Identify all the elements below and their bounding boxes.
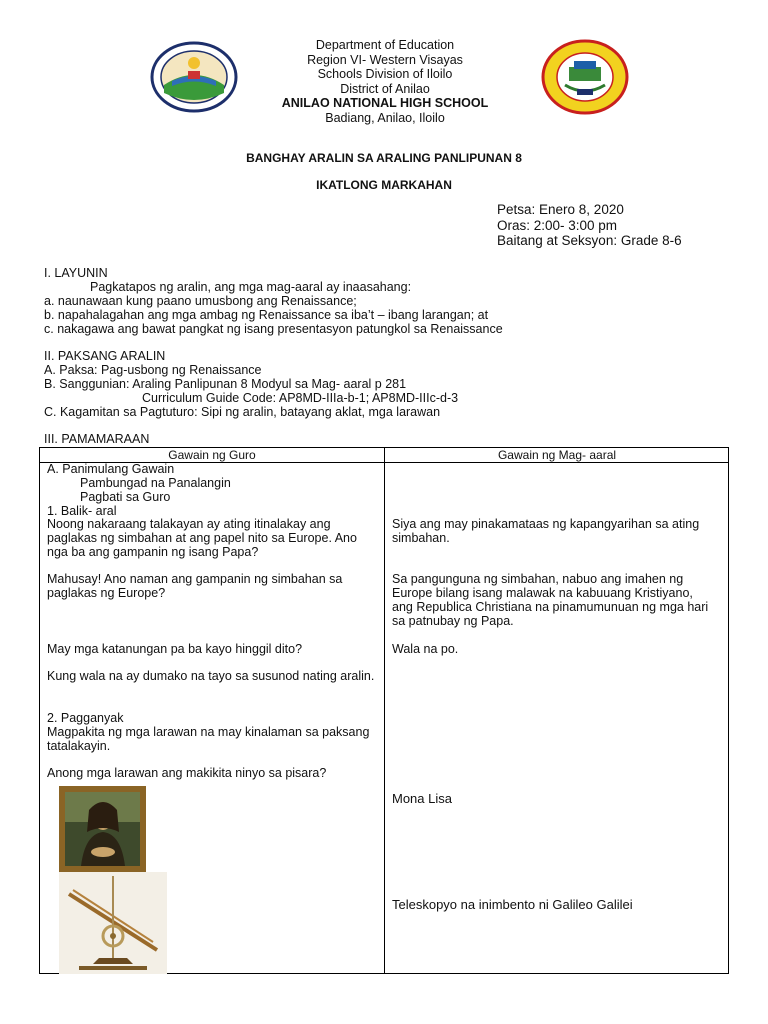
- district-name: District of Anilao: [340, 81, 430, 96]
- school-header: [230, 38, 540, 125]
- balik-aral-label: 1. Balik- aral: [47, 504, 117, 518]
- layunin-intro: Pagkatapos ng aralin, ang mga mag-aaral ay inaasahang:: [90, 280, 412, 294]
- telescope-image: [59, 872, 167, 974]
- teacher-column-header: Gawain ng Guro: [168, 448, 256, 462]
- region-name: Region VI- Western Visayas: [307, 52, 463, 67]
- layunin-heading: I. LAYUNIN: [44, 266, 108, 280]
- layunin-section: [44, 266, 503, 336]
- paksa-cg-code: Curriculum Guide Code: AP8MD-IIIa-b-1; AP8MD-IIIc-d-3: [142, 391, 459, 405]
- layunin-item-c: c. nakagawa ang bawat pangkat ng isang presentasyon patungkol sa Renaissance: [44, 322, 503, 336]
- student-response-mona-lisa: Mona Lisa: [392, 791, 452, 806]
- teacher-question-6: Anong mga larawan ang makikita ninyo sa pisara?: [47, 766, 327, 780]
- student-column-header: Gawain ng Mag- aaral: [497, 448, 617, 462]
- department-name: Department of Education: [315, 38, 455, 52]
- deped-seal-logo: [150, 41, 238, 113]
- pagbati-guro: Pagbati sa Guro: [80, 490, 171, 504]
- lesson-date: Petsa: Enero 8, 2020: [497, 202, 624, 217]
- student-response-3: Wala na po.: [392, 642, 459, 656]
- table-column-divider: [384, 448, 385, 973]
- paksa-heading: II. PAKSANG ARALIN: [44, 349, 166, 363]
- school-seal-logo: [541, 39, 629, 115]
- student-response-telescope: Teleskopyo na inimbento ni Galileo Galilei: [392, 897, 633, 912]
- layunin-item-b: b. napahalagahan ang mga ambag ng Renaissance sa iba’t – ibang larangan; at: [44, 308, 489, 322]
- teacher-question-2: Mahusay! Ano naman ang gampanin ng simbahan sa paglakas ng Europe?: [47, 572, 343, 600]
- panimulang-gawain: A. Panimulang Gawain: [47, 462, 175, 476]
- student-response-1: Siya ang may pinakamataas ng kapangyarihan sa ating simbahan.: [392, 517, 700, 545]
- paksa-materials: C. Kagamitan sa Pagtuturo: Sipi ng aralin, batayang aklat, mga larawan: [44, 405, 441, 419]
- paksa-reference: B. Sanggunian: Araling Panlipunan 8 Modyul sa Mag- aaral p 281: [44, 377, 407, 391]
- teacher-question-5: Magpakita ng mga larawan na may kinalaman sa paksang tatalakayin.: [47, 725, 370, 753]
- school-address: Badiang, Anilao, Iloilo: [325, 110, 445, 125]
- teacher-question-4: Kung wala na ay dumako na tayo sa susunod nating aralin.: [47, 669, 375, 683]
- pamamaraan-heading: III. PAMAMARAAN: [44, 432, 150, 446]
- teacher-question-3: May mga katanungan pa ba kayo hinggil dito?: [47, 642, 303, 656]
- procedure-table: [39, 447, 729, 974]
- paksa-topic: A. Paksa: Pag-usbong ng Renaissance: [44, 363, 262, 377]
- student-response-2: Sa pangunguna ng simbahan, nabuo ang imahen ng Europe bilang isang malawak na kabuuang Kristiyano, ang Republica Christiana na pinamumunuan ng mga hari sa patnubay ng Papa.: [392, 572, 709, 628]
- school-name: ANILAO NATIONAL HIGH SCHOOL: [281, 96, 489, 110]
- lesson-info: [497, 202, 682, 249]
- teacher-question-1: Noong nakaraang talakayan ay ating itinalakay ang paglakas ng simbahan at ang papel nito sa Europe. Ano nga ba ang gampanin ng isang Papa?: [47, 517, 357, 559]
- lesson-time: Oras: 2:00- 3:00 pm: [497, 217, 618, 233]
- lesson-plan-title: BANGHAY ARALIN SA ARALING PANLIPUNAN 8: [246, 151, 522, 165]
- mona-lisa-image: [59, 786, 146, 872]
- pagganyak-label: 2. Pagganyak: [47, 711, 124, 725]
- lesson-grade: Baitang at Seksyon: Grade 8-6: [497, 233, 682, 248]
- division-name: Schools Division of Iloilo: [317, 67, 453, 81]
- layunin-item-a: a. naunawaan kung paano umusbong ang Renaissance;: [44, 294, 357, 308]
- paksa-section: [44, 349, 458, 419]
- quarter-title: IKATLONG MARKAHAN: [316, 178, 452, 192]
- pambungad-panalangin: Pambungad na Panalangin: [80, 476, 231, 490]
